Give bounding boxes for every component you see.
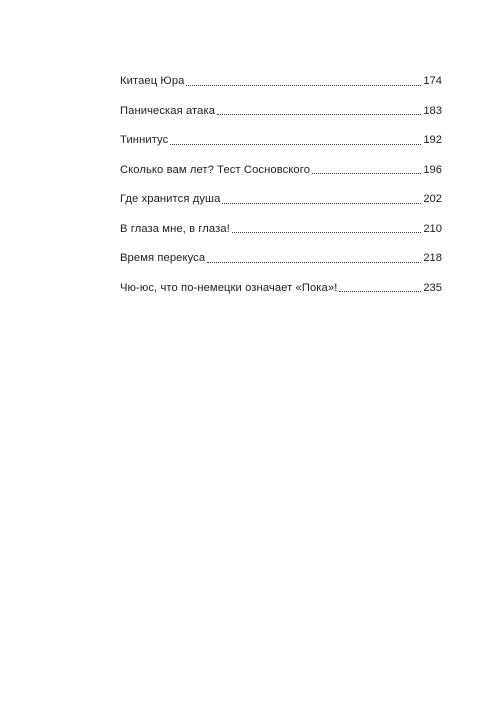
toc-entry-page: 235 <box>423 281 442 294</box>
toc-entry-title: Паническая атака <box>120 104 216 117</box>
toc-entry <box>120 235 442 265</box>
toc-entry-page: 202 <box>423 193 442 206</box>
toc-entry-title: В глаза мне, в глаза! <box>120 222 230 235</box>
toc-entry <box>120 176 442 206</box>
dot-leader <box>222 203 421 204</box>
toc-entry <box>120 88 442 118</box>
toc-entry-title: Где хранится душа <box>120 193 221 206</box>
toc-entry-page: 196 <box>423 163 442 176</box>
dot-leader <box>170 144 421 145</box>
dot-leader <box>217 114 421 115</box>
toc-entry-page: 210 <box>423 222 442 235</box>
dot-leader <box>312 173 421 174</box>
toc-entry-title: Тиннитус <box>120 134 169 147</box>
toc-entry <box>120 206 442 236</box>
toc-entry <box>120 265 442 295</box>
dot-leader <box>232 232 421 233</box>
toc-entry <box>120 117 442 147</box>
toc-entry-title: Китаец Юра <box>120 75 185 88</box>
toc-entry-title: Время перекуса <box>120 252 206 265</box>
toc-entry-title: Чю-юс, что по-немецки означает «Пока»! <box>120 281 338 294</box>
toc-entry-page: 192 <box>423 134 442 147</box>
dot-leader <box>339 291 421 292</box>
dot-leader <box>186 85 421 86</box>
toc-entry <box>120 147 442 177</box>
toc-entry-page: 183 <box>423 104 442 117</box>
toc-entry <box>120 58 442 88</box>
dot-leader <box>207 262 421 263</box>
toc-entry-page: 218 <box>423 252 442 265</box>
toc-entry-page: 174 <box>423 75 442 88</box>
toc-entry-title: Сколько вам лет? Тест Сосновского <box>120 163 311 176</box>
table-of-contents <box>120 58 442 294</box>
